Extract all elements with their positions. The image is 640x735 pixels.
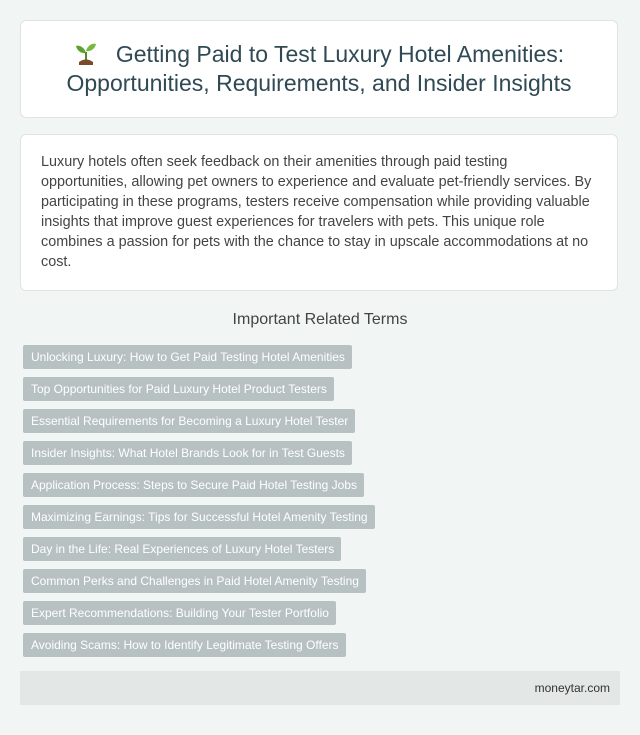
footer-bar bbox=[20, 671, 620, 705]
footer-domain-link[interactable]: moneytar.com bbox=[534, 681, 610, 695]
list-item bbox=[23, 537, 375, 569]
term-tag-link[interactable]: Day in the Life: Real Experiences of Luxury Hotel Testers bbox=[23, 537, 341, 561]
list-item bbox=[23, 505, 375, 537]
list-item bbox=[23, 377, 375, 409]
term-tag-link[interactable]: Application Process: Steps to Secure Paid Hotel Testing Jobs bbox=[23, 473, 364, 497]
term-tag-link[interactable]: Top Opportunities for Paid Luxury Hotel Product Testers bbox=[23, 377, 334, 401]
intro-paragraph: Luxury hotels often seek feedback on their amenities through paid testing opportunities, allowing pet owners to experience and evaluate pet-friendly services. By participating in these programs, testers receive compensation while providing valuable insights that improve guest experiences for travelers with pets. This unique role combines a passion for pets with the chance to stay in upscale accommodations at no cost. bbox=[41, 154, 592, 270]
term-tag-link[interactable]: Unlocking Luxury: How to Get Paid Testing Hotel Amenities bbox=[23, 345, 352, 369]
related-terms-list bbox=[23, 345, 375, 665]
term-tag-link[interactable]: Common Perks and Challenges in Paid Hotel Amenity Testing bbox=[23, 569, 366, 593]
term-tag-link[interactable]: Maximizing Earnings: Tips for Successful Hotel Amenity Testing bbox=[23, 505, 375, 529]
list-item bbox=[23, 409, 375, 441]
term-tag-link[interactable]: Avoiding Scams: How to Identify Legitimate Testing Offers bbox=[23, 633, 346, 657]
page-title bbox=[21, 40, 617, 98]
list-item bbox=[23, 345, 375, 377]
intro-card bbox=[20, 134, 618, 291]
related-terms-heading: Important Related Terms bbox=[232, 311, 408, 328]
list-item bbox=[23, 473, 375, 505]
list-item bbox=[23, 441, 375, 473]
sprout-icon bbox=[74, 40, 98, 66]
page-title-text: Getting Paid to Test Luxury Hotel Amenities: Opportunities, Requirements, and Insider Insights bbox=[66, 41, 572, 96]
list-item bbox=[23, 569, 375, 601]
term-tag-link[interactable]: Essential Requirements for Becoming a Luxury Hotel Tester bbox=[23, 409, 355, 433]
title-card bbox=[20, 20, 618, 118]
list-item bbox=[23, 633, 375, 665]
term-tag-link[interactable]: Expert Recommendations: Building Your Tester Portfolio bbox=[23, 601, 336, 625]
list-item bbox=[23, 601, 375, 633]
term-tag-link[interactable]: Insider Insights: What Hotel Brands Look for in Test Guests bbox=[23, 441, 352, 465]
